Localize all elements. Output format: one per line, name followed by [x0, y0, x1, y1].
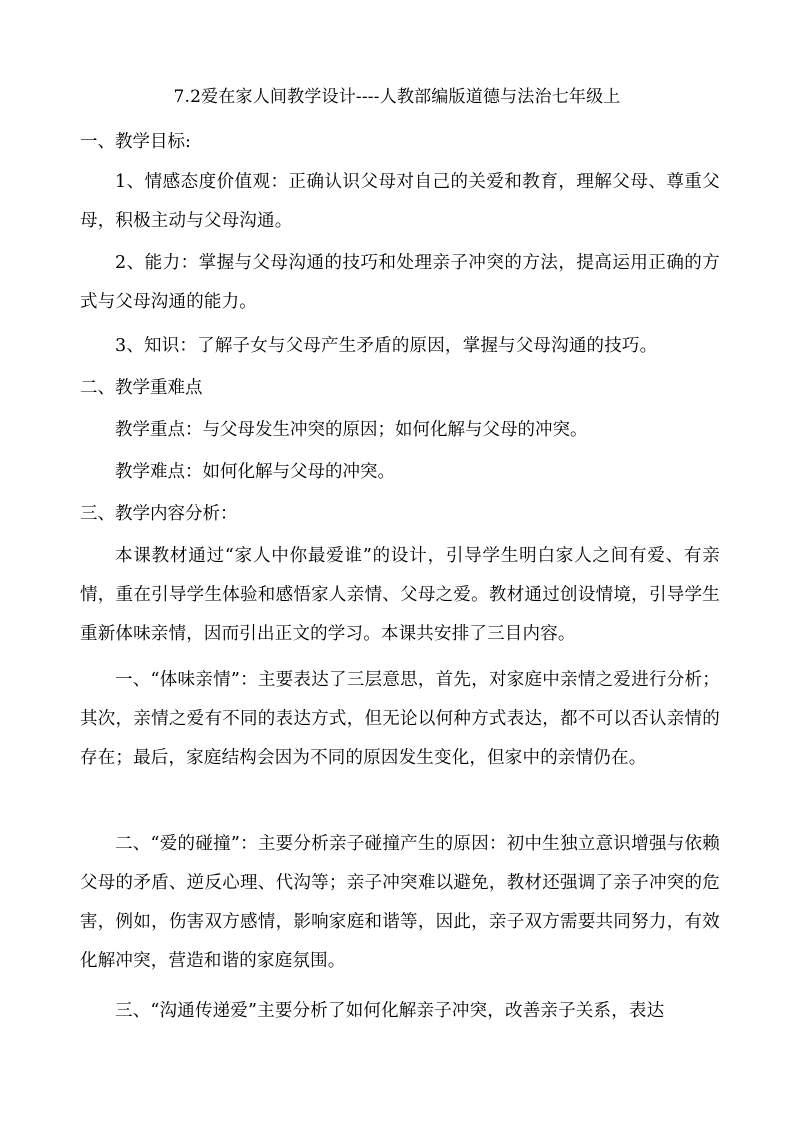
section-heading-content-analysis: 三、教学内容分析： — [80, 504, 238, 524]
objective-item-3: 3、知识：了解子女与父母产生矛盾的原因，掌握与父母沟通的技巧。 — [115, 336, 658, 356]
section-heading-key-difficult: 二、教学重难点 — [80, 378, 203, 398]
objective-item-2: 2、能力：掌握与父母沟通的技巧和处理亲子冲突的方法，提高运用正确的方式与父母沟通的能力。 — [80, 253, 720, 312]
analysis-paragraph-1: 一、“体味亲情”：主要表达了三层意思，首先，对家庭中亲情之爱进行分析；其次，亲情之爱有不同的表达方式，但无论以何种方式表达，都不可以否认亲情的存在；最后，家庭结构会因为不同的原因发生变化，但家中的亲情仍在。 — [80, 670, 720, 768]
document-title: 7.2爱在家人间教学设计----人教部编版道德与法治七年级上 — [173, 87, 621, 107]
analysis-paragraph-intro: 本课教材通过“家人中你最爱谁”的设计，引导学生明白家人之间有爱、有亲情，重在引导学生体验和感悟家人亲情、父母之爱。教材通过创设情境，引导学生重新体味亲情，因而引出正文的学习。本课共安排了三目内容。 — [80, 546, 720, 644]
analysis-paragraph-3: 三、“沟通传递爱”主要分析了如何化解亲子冲突，改善亲子关系，表达 — [115, 1001, 665, 1021]
objective-item-1: 1、情感态度价值观：正确认识父母对自己的关爱和教育，理解父母、尊重父母，积极主动与父母沟通。 — [80, 172, 720, 231]
section-heading-objectives: 一、教学目标: — [80, 132, 191, 152]
key-point-text: 教学重点：与父母发生冲突的原因；如何化解与父母的冲突。 — [115, 420, 588, 440]
analysis-paragraph-2: 二、“爱的碰撞”：主要分析亲子碰撞产生的原因：初中生独立意识增强与依赖父母的矛盾、逆反心理、代沟等；亲子冲突难以避免，教材还强调了亲子冲突的危害，例如，伤害双方感情，影响家庭和谐等，因此，亲子双方需要共同努力，有效化解冲突，营造和谐的家庭氛围。 — [80, 834, 720, 971]
difficult-point-text: 教学难点：如何化解与父母的冲突。 — [115, 462, 395, 482]
